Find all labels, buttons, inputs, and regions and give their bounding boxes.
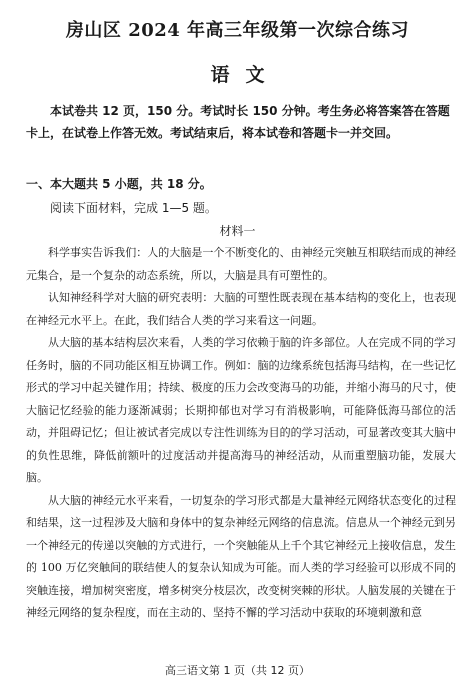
exam-notice: 本试卷共 12 页，150 分。考试时长 150 分钟。考生务必将答案答在答题卡上，在试卷上作答无效。考试结束后，将本试卷和答题卡一并交回。 (26, 104, 450, 140)
material-paragraph: 从大脑的基本结构层次来看，人类的学习依赖于脑的许多部位。人在完成不同的学习任务时，脑的不同功能区相互协调工作。例如：脑的边缘系统包括海马结构，在一些记忆形式的学习中起关键作用；持续、极度的压力会改变海马的功能，并缩小海马的尺寸，使大脑记忆经验的能力逐渐减弱；长期抑郁也对学习有消极影响，可能降低海马部位的活动，并阻碍记忆；但让被试者完成以专注性训练为目的的学习活动，可显著改变其大脑中的负性思维，降低前额叶的过度活动并提高海马的神经活动，从而重塑脑功能，发展大脑。 (26, 336, 456, 484)
material-paragraph: 科学事实告诉我们：人的大脑是一个不断变化的、由神经元突触互相联结而成的神经元集合，是一个复杂的动态系统，所以，大脑是具有可塑性的。 (26, 246, 456, 282)
material-paragraph: 从大脑的神经元水平来看，一切复杂的学习形式都是大量神经元网络状态变化的过程和结果，这一过程涉及大脑和身体中的复杂神经元网络的信息流。信息从一个神经元到另一个神经元的传递以突触的方式进行，一个突触能从上千个其它神经元上接收信息，发生的 100 万亿突触间的联结使人的复杂认知成为可能。而人类的学习经验可以形成不同的突触连接，增加树突密度，增多树突分枝层次，改变树突棘的形状。人脑发展的关键在于神经元网络的复杂程度，而在主动的、坚持不懈的学习活动中获取的环境刺激和意 (26, 493, 456, 619)
material-body (26, 242, 456, 625)
page-footer: 高三语文第 1 页（共 12 页） (165, 664, 310, 677)
reading-instruction: 阅读下面材料，完成 1—5 题。 (50, 201, 217, 215)
material-paragraph: 认知神经科学对大脑的研究表明：大脑的可塑性既表现在基本结构的变化上，也表现在神经元水平上。在此，我们结合人类的学习来看这一问题。 (26, 291, 456, 327)
section-heading: 一、本大题共 5 小题，共 18 分。 (26, 177, 212, 191)
subject-title: 语文 (210, 64, 281, 86)
exam-title: 房山区 2024 年高三年级第一次综合练习 (65, 20, 410, 41)
material-title: 材料一 (219, 224, 256, 238)
